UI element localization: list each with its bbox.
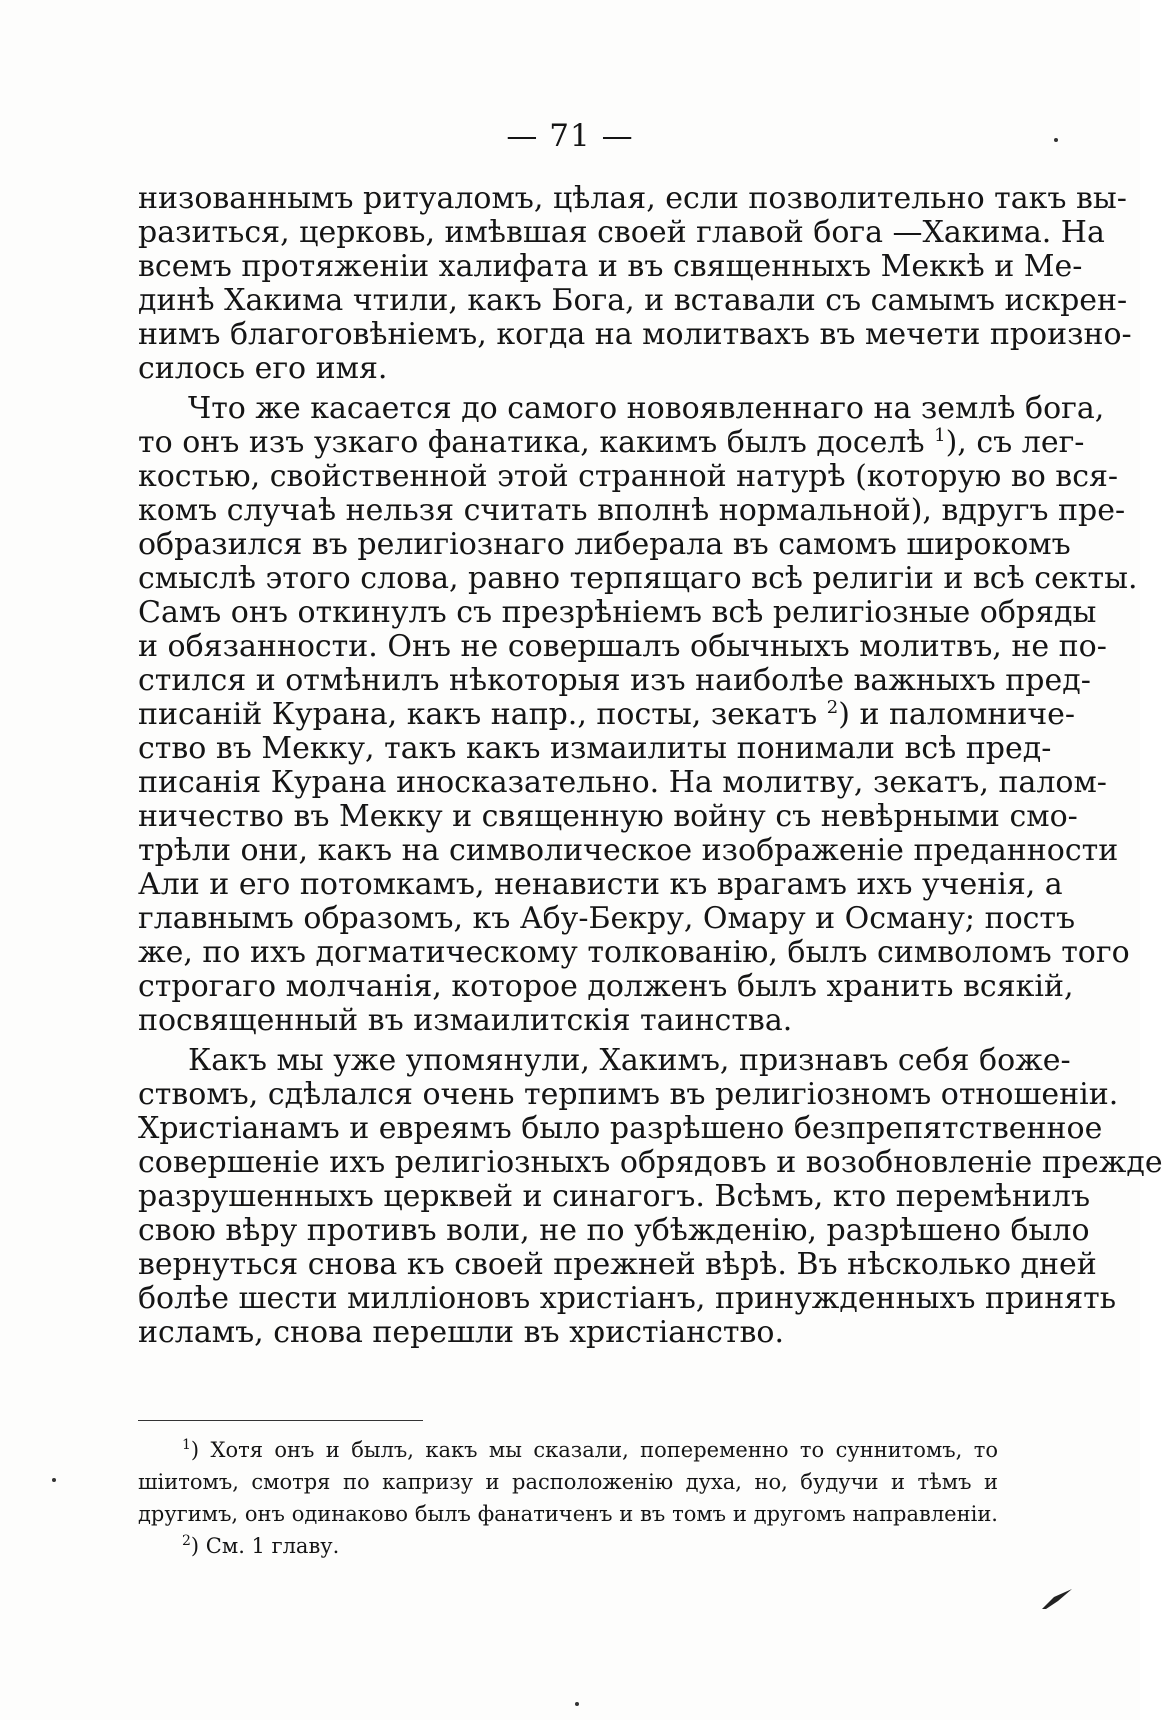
- text-line: посвященный въ измаилитскія таинства.: [138, 1003, 793, 1038]
- text-line: Что же касается до самого новоявленнаго на землѣ бога,: [188, 391, 1105, 426]
- text-line: и обязанности. Онъ не совершалъ обычныхъ молитвъ, не по-: [138, 629, 1107, 664]
- text-line: же, по ихъ догматическому толкованію, былъ символомъ того: [138, 935, 1130, 970]
- text-line: совершеніе ихъ религіозныхъ обрядовъ и возобновленіе прежде: [138, 1145, 1163, 1180]
- text-line: образился въ религіознаго либерала въ самомъ широкомъ: [138, 527, 1071, 562]
- text-line: трѣли они, какъ на символическое изображеніе преданности: [138, 833, 1119, 868]
- footnote-line: шіитомъ, смотря по капризу и расположенію духа, но, будучи и тѣмъ и: [138, 1470, 998, 1494]
- text-line-with-footnote-ref: [138, 425, 1085, 460]
- text-line-with-footnote-ref: [138, 697, 1076, 732]
- footnote-line: [138, 1434, 998, 1466]
- line-tail: ), съ лег-: [945, 425, 1085, 460]
- scan-speck: [52, 1478, 56, 1482]
- line-text: писаній Курана, какъ напр., посты, зекатъ: [138, 697, 818, 732]
- text-line: Христіанамъ и евреямъ было разрѣшено безпрепятственное: [138, 1111, 1103, 1146]
- text-line: ничество въ Мекку и священную войну съ невѣрными смо-: [138, 799, 1078, 834]
- text-line: главнымъ образомъ, къ Абу-Бекру, Омару и Осману; постъ: [138, 901, 1076, 936]
- main-text: [138, 181, 1163, 1350]
- footnote-divider: [138, 1420, 423, 1421]
- text-line: свою вѣру противъ воли, не по убѣжденію, разрѣшено было: [138, 1213, 1090, 1248]
- text-line: комъ случаѣ нельзя считать вполнѣ нормальной), вдругъ пре-: [138, 493, 1126, 528]
- text-line: нимъ благоговѣніемъ, когда на молитвахъ въ мечети произно-: [138, 317, 1132, 352]
- text-line: костью, свойственной этой странной натурѣ (которую во вся-: [138, 459, 1119, 494]
- footnote-text: ) См. 1 главу.: [190, 1534, 340, 1558]
- footnote-mark: 2: [182, 1533, 191, 1549]
- text-line: низованнымъ ритуаломъ, цѣлая, если позволительно такъ вы-: [138, 181, 1127, 216]
- line-tail: ) и паломниче-: [838, 697, 1076, 732]
- footnote-line: другимъ, онъ одинаково былъ фанатиченъ и въ томъ и другомъ направленіи.: [138, 1502, 998, 1526]
- footnote-ref[interactable]: 1: [934, 425, 946, 446]
- text-line: разрушенныхъ церквей и синагогъ. Всѣмъ, кто перемѣнилъ: [138, 1179, 1091, 1214]
- text-line: писанія Курана иносказательно. На молитву, зекатъ, палом-: [138, 765, 1107, 800]
- text-line: ство въ Мекку, такъ какъ измаилиты понимали всѣ пред-: [138, 731, 1052, 766]
- page-number: — 71 —: [506, 118, 634, 154]
- text-line: смыслѣ этого слова, равно терпящаго всѣ религіи и всѣ секты.: [138, 561, 1138, 596]
- text-line: строгаго молчанія, которое долженъ былъ хранить всякій,: [138, 969, 1074, 1004]
- scan-speck: [575, 1702, 579, 1706]
- footnotes: [138, 1434, 998, 1562]
- footnote-line: [138, 1530, 998, 1562]
- text-line: Какъ мы уже упомянули, Хакимъ, признавъ себя боже-: [188, 1043, 1071, 1078]
- ink-stroke-mark: [1040, 1585, 1074, 1611]
- text-line: разиться, церковь, имѣвшая своей главой бога —Хакима. На: [138, 215, 1105, 250]
- text-line: ствомъ, сдѣлался очень терпимъ въ религіозномъ отношеніи.: [138, 1077, 1119, 1112]
- line-text: то онъ изъ узкаго фанатика, какимъ былъ доселѣ: [138, 425, 925, 460]
- footnote-mark: 1: [182, 1437, 191, 1453]
- text-line: болѣе шести милліоновъ христіанъ, принужденныхъ принять: [138, 1281, 1117, 1316]
- text-line: исламъ, снова перешли въ христіанство.: [138, 1315, 784, 1350]
- scan-speck: [1054, 138, 1058, 142]
- footnote-ref[interactable]: 2: [826, 697, 839, 718]
- text-line: Самъ онъ откинулъ съ презрѣніемъ всѣ религіозные обряды: [138, 595, 1097, 630]
- text-line: всемъ протяженіи халифата и въ священныхъ Меккѣ и Ме-: [138, 249, 1083, 284]
- text-line: силось его имя.: [138, 351, 388, 386]
- text-line: Али и его потомкамъ, ненависти къ врагамъ ихъ ученія, а: [138, 867, 1063, 902]
- text-line: динѣ Хакима чтили, какъ Бога, и вставали съ самымъ искрен-: [138, 283, 1128, 318]
- text-line: стился и отмѣнилъ нѣкоторыя изъ наиболѣе важныхъ пред-: [138, 663, 1091, 698]
- footnote-text: ) Хотя онъ и былъ, какъ мы сказали, попеременно то суннитомъ, то: [190, 1438, 998, 1462]
- text-line: вернуться снова къ своей прежней вѣрѣ. Въ нѣсколько дней: [138, 1247, 1097, 1282]
